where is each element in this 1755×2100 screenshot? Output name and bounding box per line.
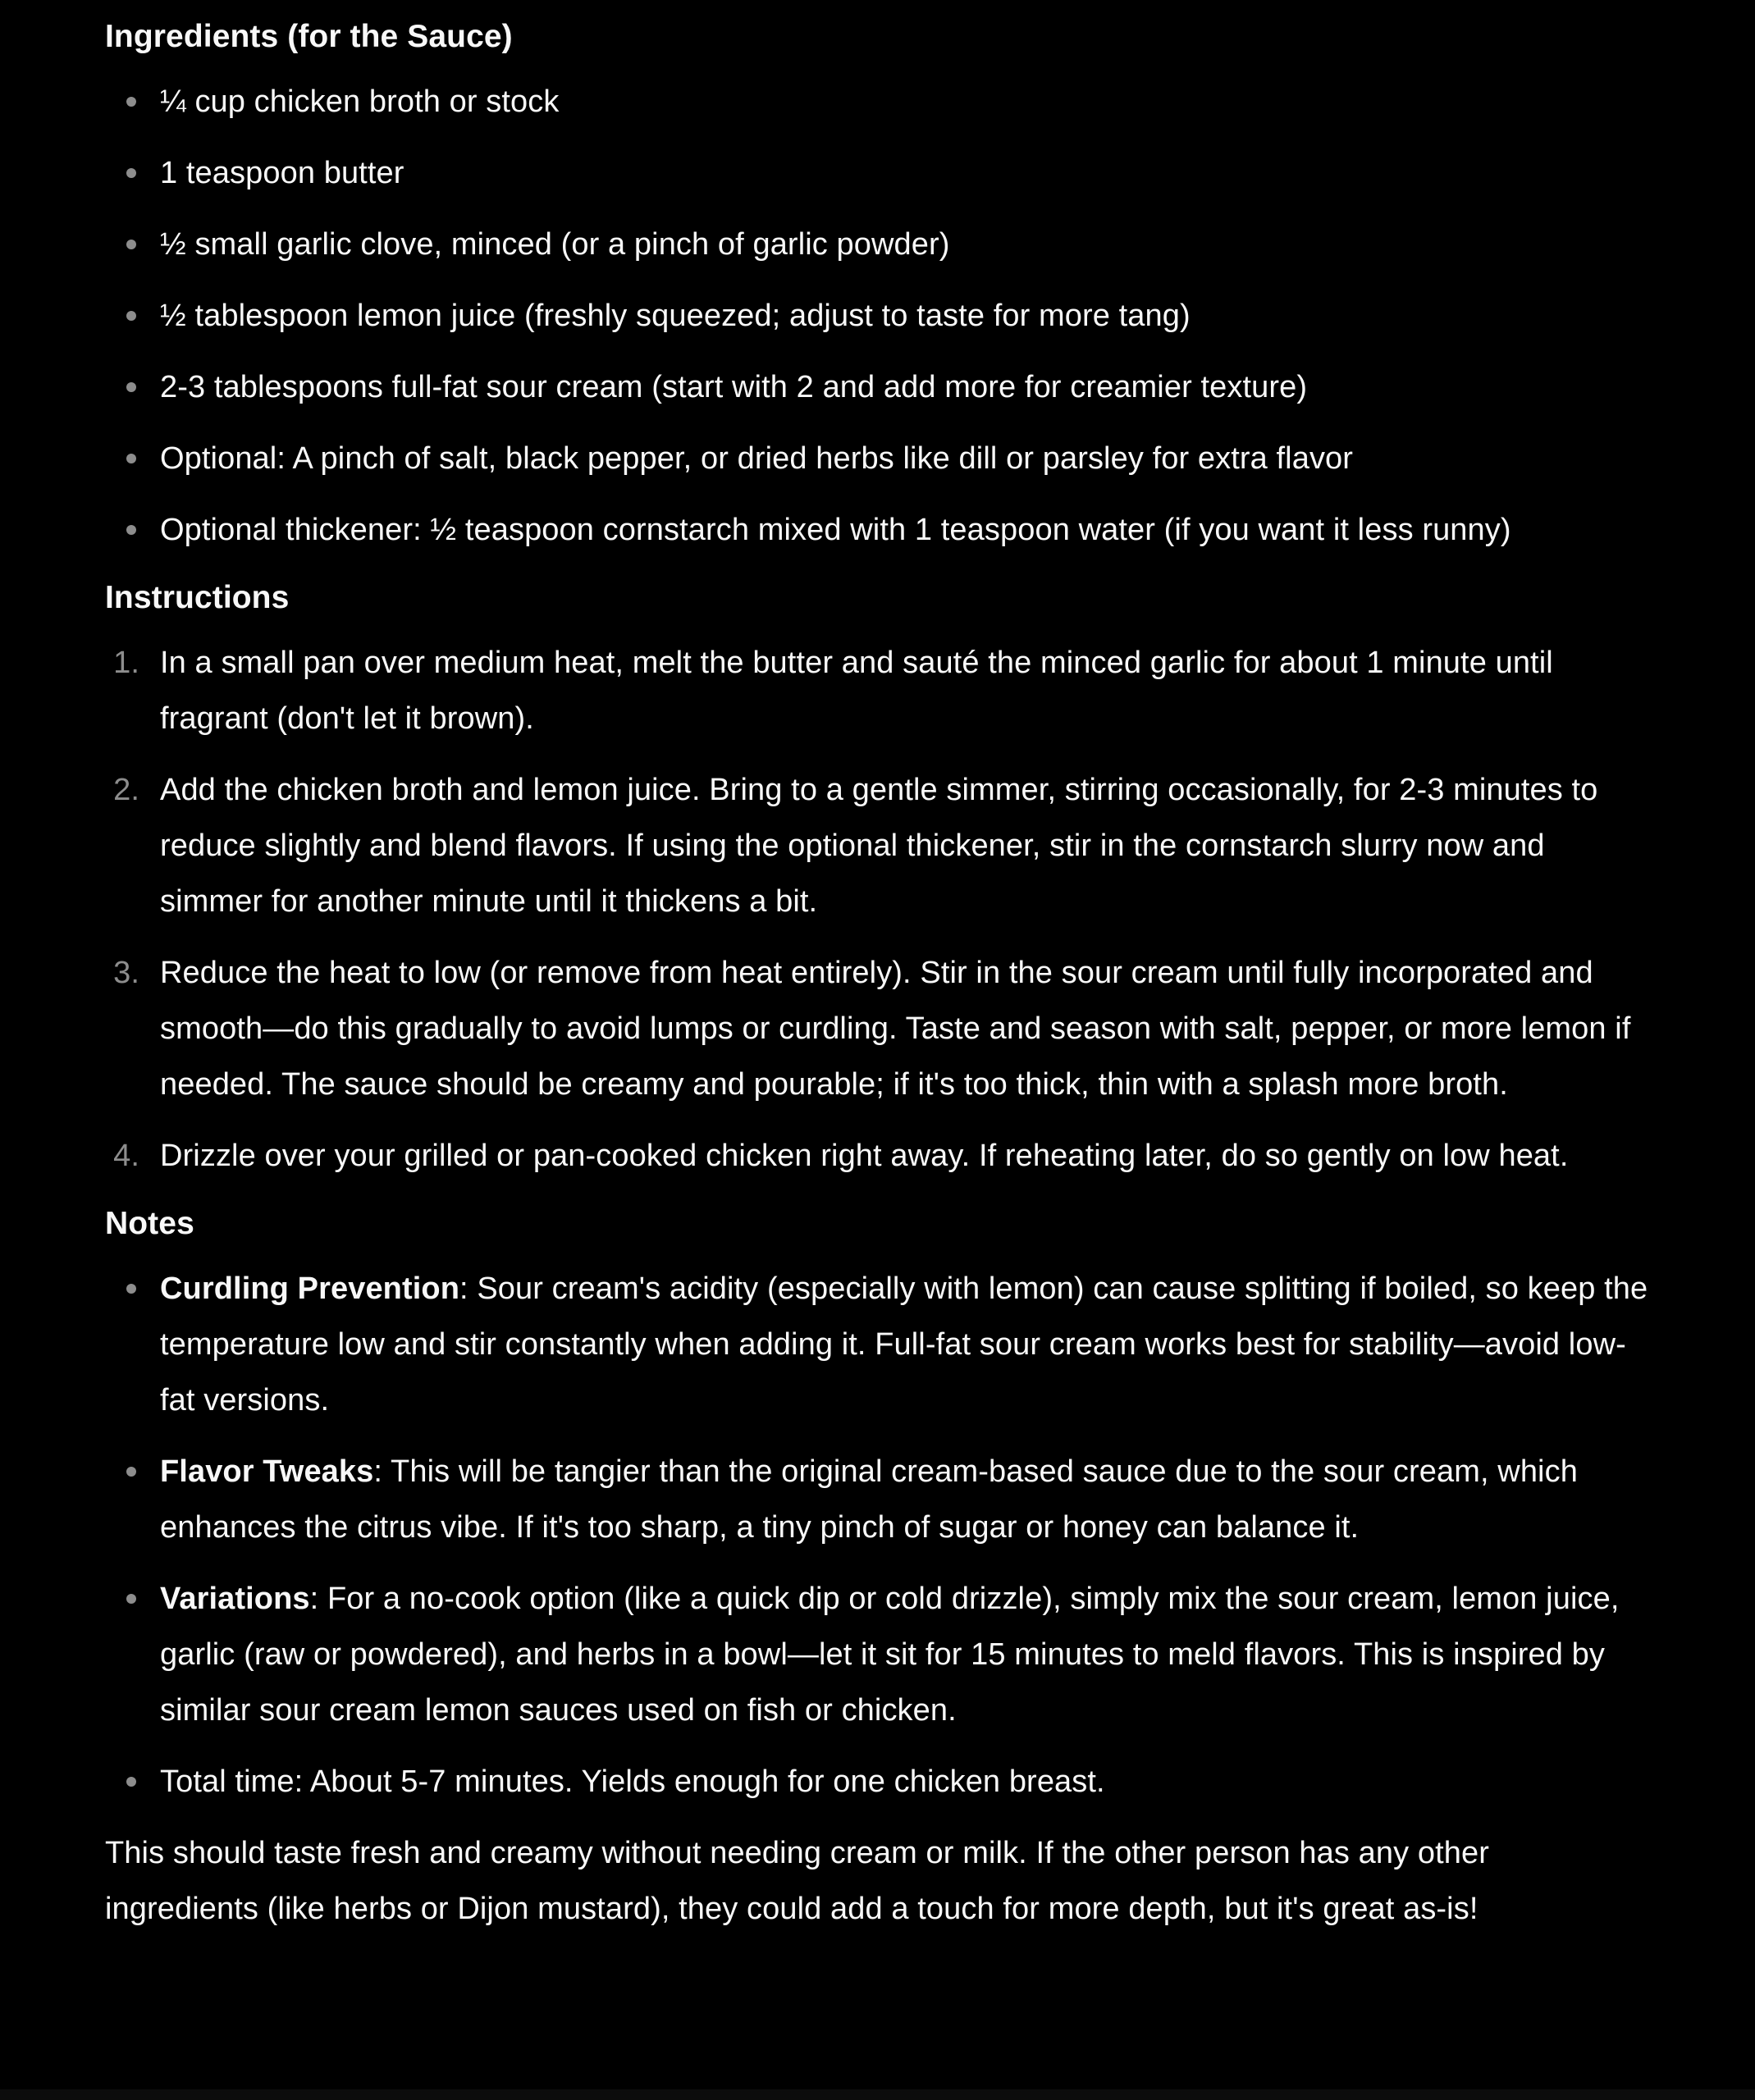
step-number: 4.	[113, 1139, 139, 1173]
ingredient-item	[105, 359, 1650, 415]
bullet-marker	[126, 1284, 136, 1294]
note-text: : This will be tangier than the original cream-based sauce due to the sour cream, which enhances the citrus vibe. If it's too sharp, a tiny pinch of sugar or honey can balance it.	[160, 1454, 1578, 1545]
note-text: : Sour cream's acidity (especially with lemon) can cause splitting if boiled, so keep the temperature low and stir constantly when adding it. Full-fat sour cream works best for stability—avoid low-fat versions.	[160, 1271, 1648, 1418]
ingredients-list	[105, 74, 1650, 558]
ingredient-text: Optional: A pinch of salt, black pepper, or dried herbs like dill or parsley for extra flavor	[160, 441, 1354, 476]
bullet-marker	[126, 1777, 136, 1787]
note-item	[105, 1444, 1650, 1555]
bullet-marker	[126, 1594, 136, 1604]
bullet-marker	[126, 382, 136, 392]
ingredient-item	[105, 502, 1650, 558]
ingredient-item	[105, 431, 1650, 486]
ingredient-item	[105, 217, 1650, 272]
bullet-marker	[126, 97, 136, 107]
step-text: Reduce the heat to low (or remove from heat entirely). Stir in the sour cream until fully incorporated and smooth—do this gradually to avoid lumps or curdling. Taste and season with salt, pepper, or more lemon if needed. The sauce should be creamy and pourable; if it's too thick, thin with a splash more broth.	[160, 956, 1631, 1102]
note-text: Total time: About 5-7 minutes. Yields enough for one chicken breast.	[160, 1764, 1105, 1799]
bullet-marker	[126, 454, 136, 463]
ingredient-text: Optional thickener: ½ teaspoon cornstarch mixed with 1 teaspoon water (if you want it less runny)	[160, 513, 1511, 547]
note-text: : For a no-cook option (like a quick dip or cold drizzle), simply mix the sour cream, lemon juice, garlic (raw or powdered), and herbs in a bowl—let it sit for 15 minutes to meld flavors. This is inspired by similar sour cream lemon sauces used on fish or chicken.	[160, 1582, 1620, 1728]
step-text: In a small pan over medium heat, melt the butter and sauté the minced garlic for about 1 minute until fragrant (don't let it brown).	[160, 646, 1553, 736]
section-heading-instructions: Instructions	[105, 580, 290, 615]
step-text: Add the chicken broth and lemon juice. Bring to a gentle simmer, stirring occasionally, for 2-3 minutes to reduce slightly and blend flavors. If using the optional thickener, stir in the cornstarch slurry now and simmer for another minute until it thickens a bit.	[160, 773, 1598, 919]
closing-paragraph: This should taste fresh and creamy without needing cream or milk. If the other person has any other ingredients (like herbs or Dijon mustard), they could add a touch for more depth, but it's great as-is!	[105, 1836, 1489, 1926]
bullet-marker	[126, 1467, 136, 1477]
bullet-marker	[126, 240, 136, 249]
instruction-step	[105, 762, 1650, 929]
ingredient-text: 2-3 tablespoons full-fat sour cream (start with 2 and add more for creamier texture)	[160, 370, 1308, 404]
step-number: 3.	[113, 956, 139, 990]
step-number: 2.	[113, 773, 139, 807]
ingredient-item	[105, 288, 1650, 344]
instruction-step	[105, 945, 1650, 1112]
instruction-step	[105, 1128, 1650, 1184]
bullet-marker	[126, 525, 136, 535]
ingredient-text: ½ small garlic clove, minced (or a pinch of garlic powder)	[160, 227, 950, 262]
note-item	[105, 1571, 1650, 1738]
section-heading-ingredients: Ingredients (for the Sauce)	[105, 19, 513, 54]
instruction-step	[105, 635, 1650, 746]
note-item	[105, 1754, 1650, 1810]
note-item	[105, 1261, 1650, 1428]
note-lead: Curdling Prevention	[160, 1271, 460, 1306]
bottom-edge-strip	[0, 2089, 1755, 2100]
notes-list	[105, 1261, 1650, 1810]
ingredient-item	[105, 145, 1650, 201]
step-number: 1.	[113, 646, 139, 680]
ingredient-text: ¼ cup chicken broth or stock	[160, 84, 560, 119]
note-lead: Flavor Tweaks	[160, 1454, 374, 1489]
section-heading-notes: Notes	[105, 1206, 194, 1241]
instructions-list	[105, 635, 1650, 1184]
ingredient-text: 1 teaspoon butter	[160, 156, 404, 190]
step-text: Drizzle over your grilled or pan-cooked chicken right away. If reheating later, do so gently on low heat.	[160, 1139, 1569, 1173]
ingredient-item	[105, 74, 1650, 130]
bullet-marker	[126, 311, 136, 321]
ingredient-text: ½ tablespoon lemon juice (freshly squeezed; adjust to taste for more tang)	[160, 299, 1191, 333]
note-lead: Variations	[160, 1582, 310, 1616]
bullet-marker	[126, 168, 136, 178]
